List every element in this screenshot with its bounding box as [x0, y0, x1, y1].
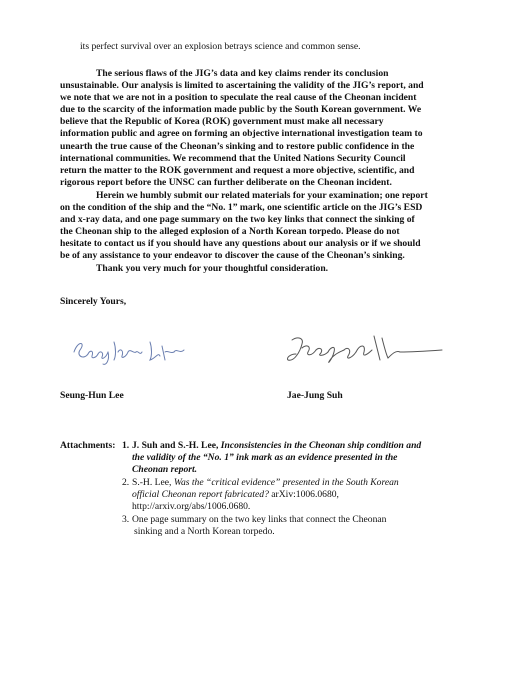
paragraph-line: on the condition of the ship and the “No. 1” mark, one scientific article on the JIG’s ESD	[60, 202, 423, 214]
attachment-line: S.-H. Lee, Was the “critical evidence” presented in the South Korean	[132, 477, 399, 488]
paragraph-line: rigorous report before the UNSC can further deliberate on the Cheonan incident.	[60, 176, 392, 188]
attachment-line: sinking and a North Korean torpedo.	[134, 526, 275, 537]
paragraph-line: and x-ray data, and one page summary on the two key links that connect the sinking of	[60, 214, 415, 226]
paragraph-line: due to the scarcity of the information made public by the South Korean government. We	[60, 104, 422, 116]
closing-line: Sincerely Yours,	[60, 296, 127, 307]
signature-right	[286, 330, 446, 370]
paragraph-line: information public and agree on forming an objective international investigation team to	[60, 128, 423, 140]
signer-left-name: Seung-Hun Lee	[60, 390, 124, 401]
attachment-line: official Cheonan report fabricated? arXiv:1006.0680,	[132, 489, 339, 500]
attachment-body	[132, 440, 462, 476]
thanks-line: Thank you very much for your thoughtful consideration.	[96, 263, 329, 274]
signer-right-name: Jae-Jung Suh	[287, 390, 343, 401]
paragraph-line: the Cheonan ship to the alleged explosion of a North Korean torpedo. Please do not	[60, 226, 400, 238]
attachment-number: 2.	[122, 477, 130, 488]
attachments-label: Attachments:	[60, 440, 116, 451]
paragraph-line: we note that we are not in a position to speculate the real cause of the Cheonan incident	[60, 92, 417, 104]
attachment-number: 1.	[122, 440, 130, 451]
attachment-number: 3.	[122, 514, 130, 525]
signature-left	[70, 330, 190, 370]
paragraph-line: Herein we humbly submit our related materials for your examination; one report	[96, 190, 428, 201]
paragraph-line: The serious flaws of the JIG’s data and key claims render its conclusion	[96, 68, 389, 79]
paragraph-line: hesitate to contact us if you should have any questions about our analysis or if we should	[60, 238, 421, 250]
paragraph-line: international communities. We recommend that the United Nations Security Council	[60, 152, 406, 164]
attachment-line: http://arxiv.org/abs/1006.0680.	[132, 501, 251, 512]
attachment-line: the validity of the “No. 1” ink mark as an evidence presented in the	[132, 452, 398, 463]
attachment-line: J. Suh and S.-H. Lee, Inconsistencies in the Cheonan ship condition and	[132, 440, 422, 451]
attachment-line: Cheonan report.	[132, 464, 198, 475]
paragraph-line: return the matter to the ROK government and request a more objective, scientific, and	[60, 164, 415, 176]
paragraph-conclusion	[60, 68, 460, 189]
paragraph-line: be of any assistance to your endeavor to discover the cause of the Cheonan’s sinking.	[60, 250, 405, 262]
paragraph-line: believe that the Republic of Korea (ROK) government must make all necessary	[60, 116, 384, 128]
continuation-line: its perfect survival over an explosion betrays science and common sense.	[80, 41, 361, 52]
attachment-line: One page summary on the two key links that connect the Cheonan	[132, 514, 387, 525]
paragraph-line: unsustainable. Our analysis is limited to ascertaining the validity of the JIG’s report, and	[60, 80, 424, 92]
paragraph-line: unearth the true cause of the Cheonan’s sinking and to restore public confidence in the	[60, 140, 415, 152]
attachment-body	[132, 514, 462, 538]
paragraph-submission	[60, 190, 460, 263]
attachment-body	[132, 477, 462, 513]
